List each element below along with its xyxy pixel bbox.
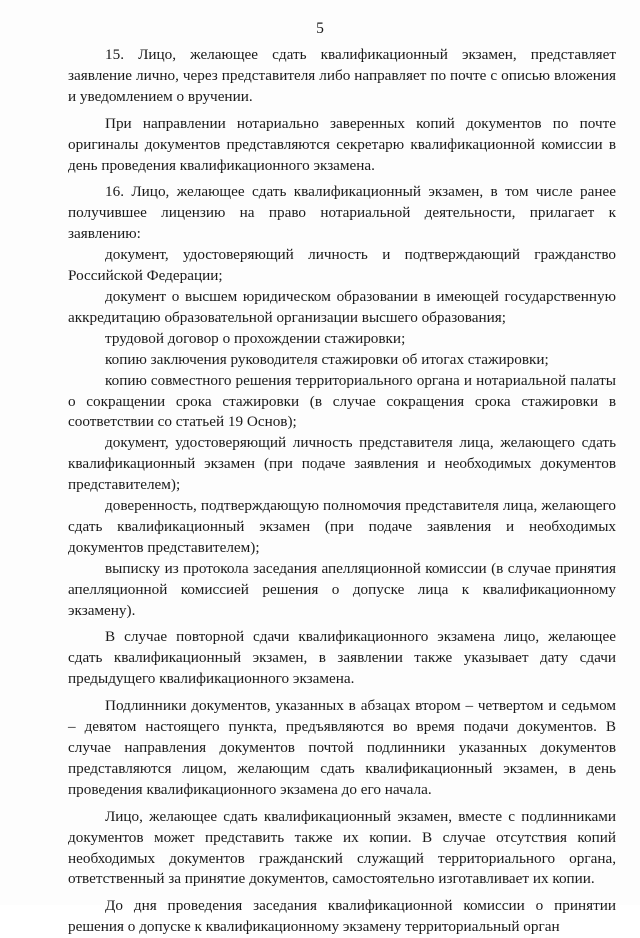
paragraph: документ о высшем юридическом образовании в имеющей государственную аккредитацию образовательной организации высшего образования; <box>68 287 616 326</box>
paragraph: До дня проведения заседания квалификационной комиссии о принятии решения о допуске к квалификационному экзамену территориальный орган <box>68 897 616 936</box>
paragraph: трудовой договор о прохождении стажировки; <box>105 329 406 347</box>
paragraph: 15. Лицо, желающее сдать квалификационный экзамен, представляет заявление лично, через представителя либо направляет по почте с описью вложения и уведомлением о вручении. <box>68 46 616 105</box>
document-body <box>68 45 616 938</box>
paragraph: Лицо, желающее сдать квалификационный экзамен, вместе с подлинниками документов может представить также их копии. В случае отсутствия копий необходимых документов гражданский служащий территориального органа, ответственный за принятие документов, самостоятельно изготавливает их копии. <box>68 807 616 888</box>
paragraph: В случае повторной сдачи квалификационного экзамена лицо, желающее сдать квалификационный экзамен, в заявлении также указывает дату сдачи предыдущего квалификационного экзамена. <box>68 628 616 688</box>
paragraph: Подлинники документов, указанных в абзацах втором – четвертом и седьмом – девятом настоящего пункта, предъявляются во время подачи документов. В случае направления документов почтой подлинники указанных документов представляются лицом, желающим сдать квалификационный экзамен, в день проведения квалификационного экзамена до его начала. <box>68 697 616 798</box>
paragraph: доверенность, подтверждающую полномочия представителя лица, желающего сдать квалификационный экзамен (при подаче заявления и необходимых документов представителем); <box>68 497 616 556</box>
page-number: 5 <box>316 20 324 37</box>
paragraph: копию заключения руководителя стажировки об итогах стажировки; <box>105 350 549 368</box>
paragraph: выписку из протокола заседания апелляционной комиссии (в случае принятия апелляционной комиссией решения о допуске лица к квалификационному экзамену). <box>68 559 616 619</box>
paragraph: документ, удостоверяющий личность и подтверждающий гражданство Российской Федерации; <box>68 246 616 285</box>
paragraph: При направлении нотариально заверенных копий документов по почте оригиналы документов представляются секретарю квалификационной комиссии в день проведения квалификационного экзамена. <box>68 114 616 174</box>
paragraph: 16. Лицо, желающее сдать квалификационный экзамен, в том числе ранее получившее лицензию на право нотариальной деятельности, прилагает к заявлению: <box>68 183 616 243</box>
paragraph: документ, удостоверяющий личность представителя лица, желающего сдать квалификационный экзамен (при подаче заявления и необходимых документов представителем); <box>68 434 616 494</box>
paragraph: копию совместного решения территориального органа и нотариальной палаты о сокращении срока стажировки (в случае сокращения срока стажировки в соответствии со статьей 19 Основ); <box>68 371 616 431</box>
